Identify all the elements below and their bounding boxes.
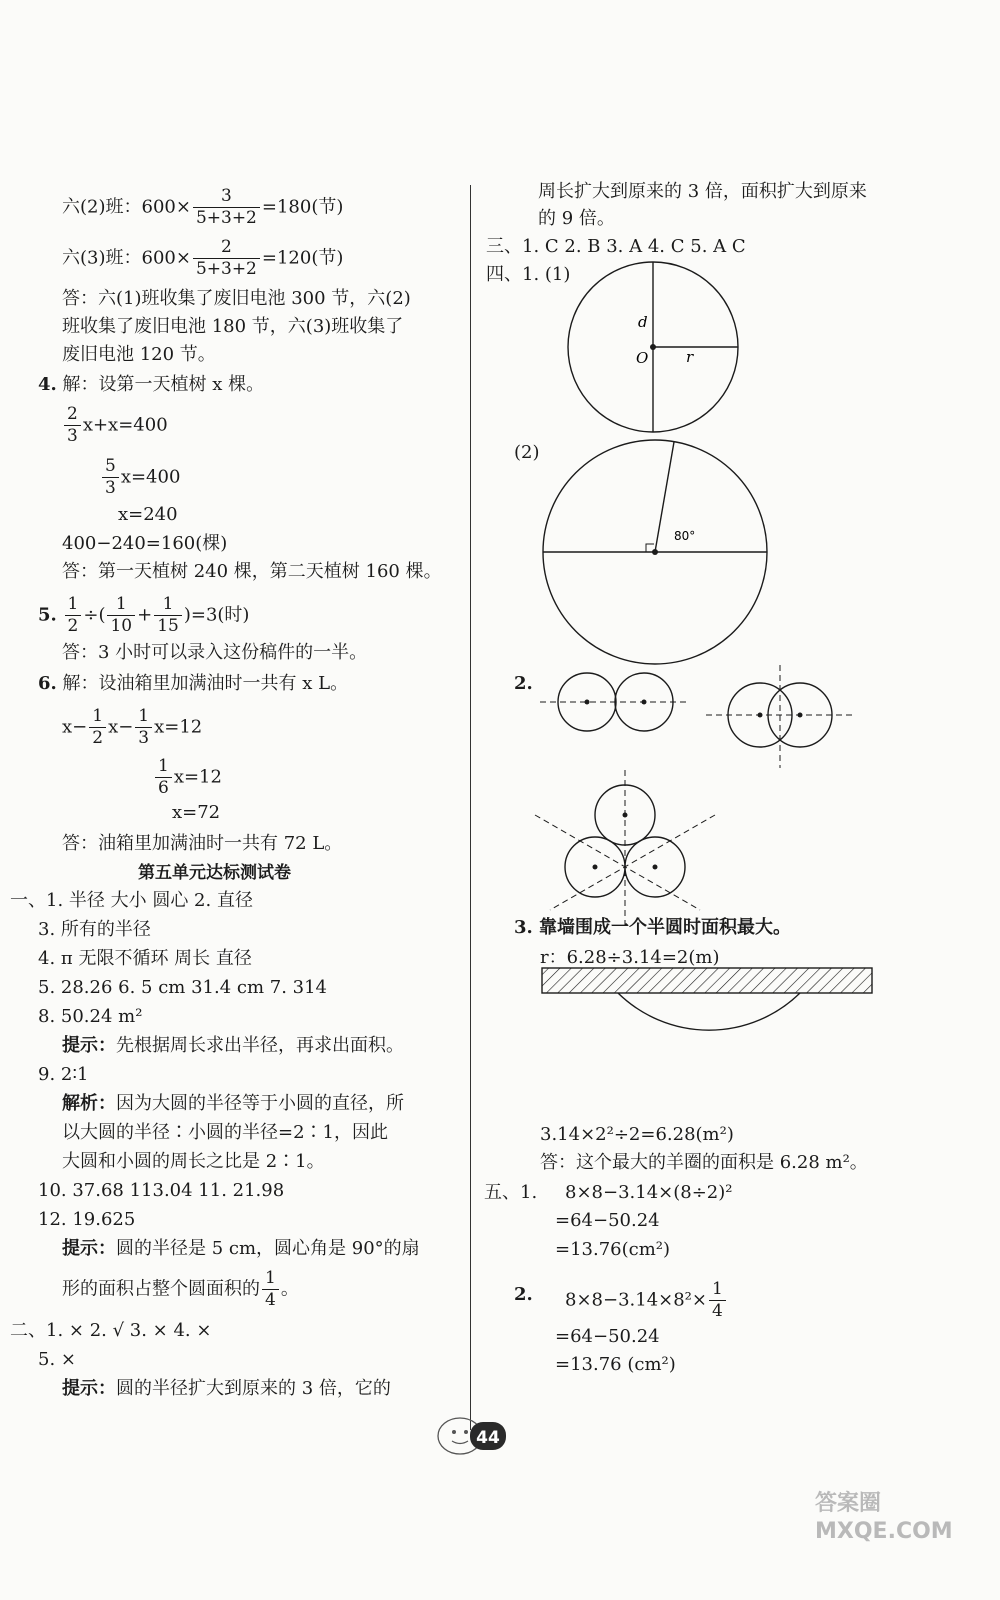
circle-diagram-1 [560,262,750,442]
text: 形的面积占整个圆面积的 [62,1278,260,1300]
wall [542,968,872,993]
numerator: 1 [135,706,152,728]
denominator: 4 [265,1290,276,1310]
text: =180(节) [261,196,344,218]
wall-semicircle-diagram [540,965,880,1130]
fraction [64,404,81,447]
answer-line: 班收集了废旧电池 180 节，六(3)班收集了 [62,316,404,337]
equation [565,1279,728,1322]
watermark-text: 答案圈 MXQE.COM [815,1491,953,1544]
answer-line: 答：这个最大的羊圈的面积是 6.28 m²。 [540,1152,868,1173]
text: 圆的半径是 5 cm，圆心角是 90°的扇 [116,1238,420,1259]
answer-line: 8. 50.24 m² [38,1006,143,1027]
denominator: 3 [105,478,116,498]
equation [153,756,222,799]
question-number: 5. [38,604,57,626]
denominator: 10 [110,616,133,636]
analysis-line: 大圆和小圆的周长之比是 2∶1。 [62,1151,325,1172]
equation: 3.14×2²÷2=6.28(m²) [540,1124,734,1145]
watermark [815,1490,985,1546]
label-r: r [686,348,694,366]
question-number: 五、1. [484,1182,538,1203]
fraction [89,706,106,749]
answer-line: 9. 2∶1 [38,1064,89,1085]
denominator: 4 [711,1301,723,1321]
numerator: 1 [155,756,172,778]
answer-line: 周长扩大到原来的 3 倍，面积扩大到原来 [538,181,867,202]
fraction [154,594,182,637]
center-line [550,815,715,910]
numerator: 5 [102,456,119,478]
numerator: 2 [64,404,81,426]
answer-line: 5. × [38,1349,76,1370]
hint-label: 提示： [62,1378,116,1399]
mascot-eye-icon [452,1430,456,1434]
hint-label: 提示： [62,1238,116,1259]
hint-line [62,1236,420,1262]
denominator: 3 [138,728,150,748]
numerator: 1 [709,1279,726,1301]
denominator: 15 [157,616,179,636]
numerator: 1 [154,594,182,616]
answer-line: 12. 19.625 [38,1209,136,1230]
fraction [193,237,260,280]
answer-line: 一、1. 半径 大小 圆心 2. 直径 [10,890,253,911]
text: 8×8−3.14×8²× [565,1289,707,1311]
equation: 8×8−3.14×(8÷2)² [565,1182,733,1203]
column-divider [470,185,471,1430]
analysis-line [62,1091,404,1117]
overlapping-circles-diagram [706,660,866,770]
angle-label: 80° [674,529,696,543]
fraction [107,594,135,637]
equation [62,404,168,447]
answer-line: 3. 所有的半径 [38,919,151,940]
radius-line [655,442,674,552]
circle-diagram-2 [540,440,780,670]
hint-line [62,1033,404,1059]
text: ÷( [83,604,106,626]
text: 解：设第一天植树 x 棵。 [62,374,265,395]
equation [100,456,180,499]
equation [62,706,202,749]
answer-line: 三、1. C 2. B 3. A 4. C 5. A C [486,236,746,257]
question-number: 2. [514,673,533,694]
semicircle-outline [618,993,800,1030]
numerator: 3 [193,186,260,208]
answer-line: 5. 28.26 6. 5 cm 31.4 cm 7. 314 [38,977,328,998]
denominator: 3 [67,426,78,446]
question-number: 4. [38,374,57,395]
fraction [65,594,82,637]
answer-line: 的 9 倍。 [538,208,615,229]
text: 。 [280,1278,299,1300]
line-class63 [62,237,343,280]
text: 圆的半径扩大到原来的 3 倍，它的 [116,1378,391,1399]
text: x− [62,716,88,738]
text: 因为大圆的半径等于小圆的直径，所 [116,1093,404,1114]
hint-label: 提示： [62,1035,116,1056]
center-point [798,713,803,718]
three-circles-diagram [530,770,710,925]
center-point [593,865,598,870]
equation: 400−240=160(棵) [62,533,228,554]
denominator: 5+3+2 [195,259,257,279]
numerator: 1 [65,594,82,616]
answer-line: 废旧电池 120 节。 [62,344,216,365]
answer-line: 10. 37.68 113.04 11. 21.98 [38,1180,285,1201]
question-5 [38,594,249,637]
numerator: 1 [262,1268,279,1290]
page-number-badge [430,1408,510,1468]
mascot-smile-icon [452,1441,468,1444]
center-point [758,713,763,718]
answer-line: 答：第一天植树 240 棵，第二天植树 160 棵。 [62,561,442,582]
denominator: 2 [92,728,104,748]
label-o: O [636,349,649,367]
equation: x=240 [118,504,178,525]
text: =120(节) [261,247,344,269]
answer-line: 4. π 无限不循环 周长 直径 [38,948,252,969]
denominator: 2 [67,616,79,636]
fraction [135,706,152,749]
numerator: 2 [193,237,260,259]
text: 3. 靠墙围成一个半圆时面积最大。 [514,917,792,938]
text: x− [108,716,134,738]
section-title: 第五单元达标测试卷 [138,863,291,883]
center-point [653,865,658,870]
analysis-label: 解析： [62,1093,116,1114]
answer-line: 答：油箱里加满油时一共有 72 L。 [62,833,343,854]
answer-line: 答：六(1)班收集了废旧电池 300 节，六(2) [62,288,411,309]
equation: =64−50.24 [555,1210,660,1231]
center-point [623,813,628,818]
text: + [137,604,153,626]
center-point [650,344,656,350]
center-point [642,700,647,705]
equation: =13.76(cm²) [555,1239,671,1260]
text: 先根据周长求出半径，再求出面积。 [116,1035,404,1056]
fraction [709,1279,726,1322]
equation: x=72 [172,802,221,823]
text: 解：设油箱里加满油时一共有 x L。 [62,673,349,694]
question-6 [38,671,348,697]
tangent-circles-diagram [540,670,700,740]
answer-line: (2) [514,442,540,463]
answer-line: 二、1. × 2. √ 3. × 4. × [10,1320,212,1341]
hint-line [62,1376,391,1402]
answer-line [514,915,791,941]
denominator: 6 [158,778,169,798]
equation: =13.76 (cm²) [555,1354,676,1375]
center-line [535,815,700,910]
question-4 [38,372,264,398]
question-number: 6. [38,673,57,694]
answer-line: 四、1. (1) [486,264,571,285]
page-number: 44 [476,1428,500,1448]
mascot-eye-icon [464,1430,468,1434]
numerator: 1 [89,706,106,728]
equation: =64−50.24 [555,1326,660,1347]
answer-line: 答：3 小时可以录入这份稿件的一半。 [62,642,368,663]
center-point [585,700,590,705]
text: x=12 [173,766,222,788]
text: 六(2)班：600× [62,196,191,218]
fraction [102,456,119,499]
fraction [155,756,172,799]
text: )=3(时) [183,604,250,626]
analysis-line: 以大圆的半径∶小圆的半径=2∶1，因此 [62,1122,388,1143]
center-point [652,549,658,555]
text: 六(3)班：600× [62,247,191,269]
equation: r：6.28÷3.14=2(m) [540,947,720,968]
label-d: d [638,313,648,331]
text: x=12 [154,716,203,738]
text: x=400 [120,466,181,488]
question-number: 2. [514,1284,533,1305]
fraction [193,186,260,229]
numerator: 1 [107,594,135,616]
hint-line [62,1268,299,1311]
text: x+x=400 [82,414,168,436]
line-class62 [62,186,343,229]
denominator: 5+3+2 [195,208,257,228]
fraction [262,1268,279,1311]
